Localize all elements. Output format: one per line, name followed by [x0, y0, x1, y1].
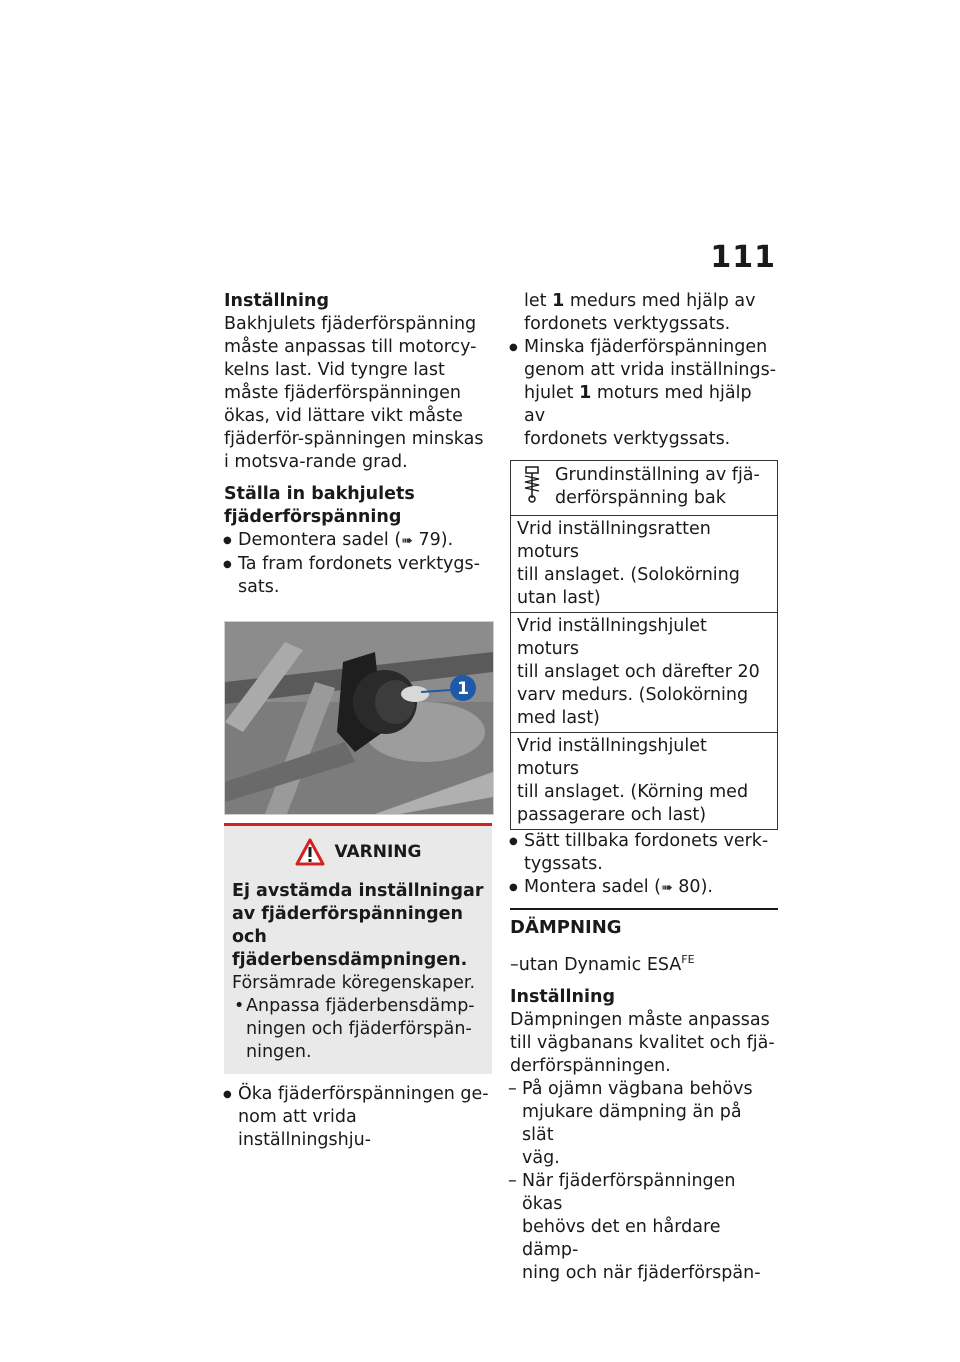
spec-row-line: Vrid inställningsratten moturs	[517, 519, 711, 562]
step-oka-line2: nom att vrida inställningshju-	[238, 1107, 372, 1150]
step-ta-fram-line2: sats.	[238, 577, 280, 597]
warning-bold-line1: Ej avstämda inställningar	[232, 881, 484, 901]
step-satt-tillbaka-line2: tygssats.	[524, 854, 603, 874]
spec-row	[511, 733, 777, 829]
callout-ref: 1	[579, 383, 592, 403]
dash-item-2-line1: – När fjäderförspänningen ökas	[510, 1170, 778, 1216]
heading-installning-dampning: Inställning	[510, 986, 615, 1007]
spec-row-line: med last)	[517, 708, 600, 728]
damping-intro-line2: till vägbanans kvalitet och fjä-	[510, 1032, 775, 1053]
step-text: Demontera sadel (	[238, 530, 402, 550]
heading-installning: Inställning	[224, 291, 329, 311]
right-column	[510, 290, 778, 1285]
step-minska-line2: genom att vrida inställnings-	[524, 360, 777, 380]
left-column	[224, 290, 492, 1152]
step-minska-line3	[510, 382, 778, 428]
warning-action-line3: ningen.	[246, 1042, 312, 1062]
warning-title: VARNING	[334, 841, 422, 862]
spec-row-line: till anslaget och därefter 20	[517, 662, 760, 682]
spec-row-line: passagerare och last)	[517, 805, 707, 825]
damping-intro-line1: Dämpningen måste anpassas	[510, 1009, 770, 1030]
warning-action-line2: ningen och fjäderförspän-	[246, 1019, 472, 1039]
variant-sup: FE	[681, 953, 695, 966]
heading-stalla-in-line2: fjäderförspänning	[224, 507, 402, 527]
dash-item-1-line3: väg.	[522, 1147, 560, 1168]
warning-box	[224, 823, 492, 1074]
spec-row-line: till anslaget. (Körning med	[517, 782, 749, 802]
warning-triangle-icon	[295, 838, 325, 866]
spec-row-line: Vrid inställningshjulet moturs	[517, 616, 707, 659]
warning-header	[232, 838, 484, 866]
spec-table-title	[555, 464, 760, 510]
page-reference[interactable]: 79).	[418, 530, 454, 550]
spring-adjuster-illustration	[225, 622, 493, 814]
dash-item-2-line2: behövs det en hårdare dämp-	[522, 1216, 721, 1260]
warning-consequence: Försämrade köregenskaper.	[232, 973, 476, 993]
step-oka-line1: ● Öka fjäderförspänningen ge-	[224, 1083, 492, 1106]
callout-ref: 1	[552, 291, 565, 311]
step-text: Montera sadel (	[524, 877, 661, 897]
variant-label	[510, 948, 778, 977]
damping-intro-line3: derförspänningen.	[510, 1055, 671, 1076]
warning-bold-line3: fjäderbensdämpningen.	[232, 950, 468, 970]
warning-action-line1: • Anpassa fjäderbensdämp-	[232, 995, 484, 1018]
spec-row-line: till anslaget. (Solokörning	[517, 565, 740, 585]
variant-text: –utan Dynamic ESA	[510, 954, 682, 975]
section-title-dampning: DÄMPNING	[510, 908, 778, 939]
step-oka-cont-post: medurs med hjälp av	[564, 291, 756, 311]
step-ta-fram-line1: ● Ta fram fordonets verktygs-	[224, 553, 492, 576]
step-minska-post: moturs med hjälp av	[524, 383, 752, 426]
intro-paragraph: Bakhjulets fjäderförspänning måste anpassas till motorcy-kelns last. Vid tyngre last måste fjäderförspänningen ökas, vid lättare vikt måste fjäderför-spänningen minskas i motsva-rande grad.	[224, 314, 484, 472]
warning-bold-line2: av fjäderförspänningen och	[232, 904, 464, 947]
spec-row	[511, 516, 777, 613]
step-demontera-sadel	[224, 529, 492, 553]
dash-item-1-line2: mjukare dämpning än på slät	[522, 1101, 742, 1145]
spec-row	[511, 613, 777, 733]
dash-item-2-line3: ning och när fjäderförspän-	[522, 1262, 761, 1283]
step-minska-pre: hjulet	[524, 383, 580, 403]
heading-stalla-in-line1: Ställa in bakhjulets	[224, 484, 415, 504]
spec-header-line1: Grundinställning av fjä-	[555, 465, 760, 485]
step-oka-cont-line1	[510, 290, 778, 313]
step-satt-tillbaka-line1: ● Sätt tillbaka fordonets verk-	[510, 830, 778, 853]
spec-header-line2: derförspänning bak	[555, 488, 726, 508]
spec-table	[510, 460, 778, 830]
spring-strut-icon	[517, 464, 547, 504]
step-minska-line4: fordonets verktygssats.	[524, 429, 731, 449]
dash-item-1-line1: – På ojämn vägbana behövs	[510, 1078, 778, 1101]
step-montera-sadel	[510, 876, 778, 900]
page-reference-arrow-icon: ➠	[660, 880, 673, 896]
page-number: 111	[710, 240, 776, 275]
callout-number: 1	[457, 679, 469, 699]
step-oka-cont-pre: let	[524, 291, 553, 311]
step-oka-cont-line2: fordonets verktygssats.	[524, 314, 731, 334]
spec-row-line: utan last)	[517, 588, 601, 608]
spring-preload-photo	[224, 621, 494, 815]
spec-row-line: varv medurs. (Solokörning	[517, 685, 749, 705]
spec-table-header	[511, 461, 777, 516]
page-reference-arrow-icon: ➠	[401, 533, 413, 549]
page-reference[interactable]: 80).	[678, 877, 713, 897]
step-minska-line1: ● Minska fjäderförspänningen	[510, 336, 778, 359]
spec-row-line: Vrid inställningshjulet moturs	[517, 736, 707, 779]
